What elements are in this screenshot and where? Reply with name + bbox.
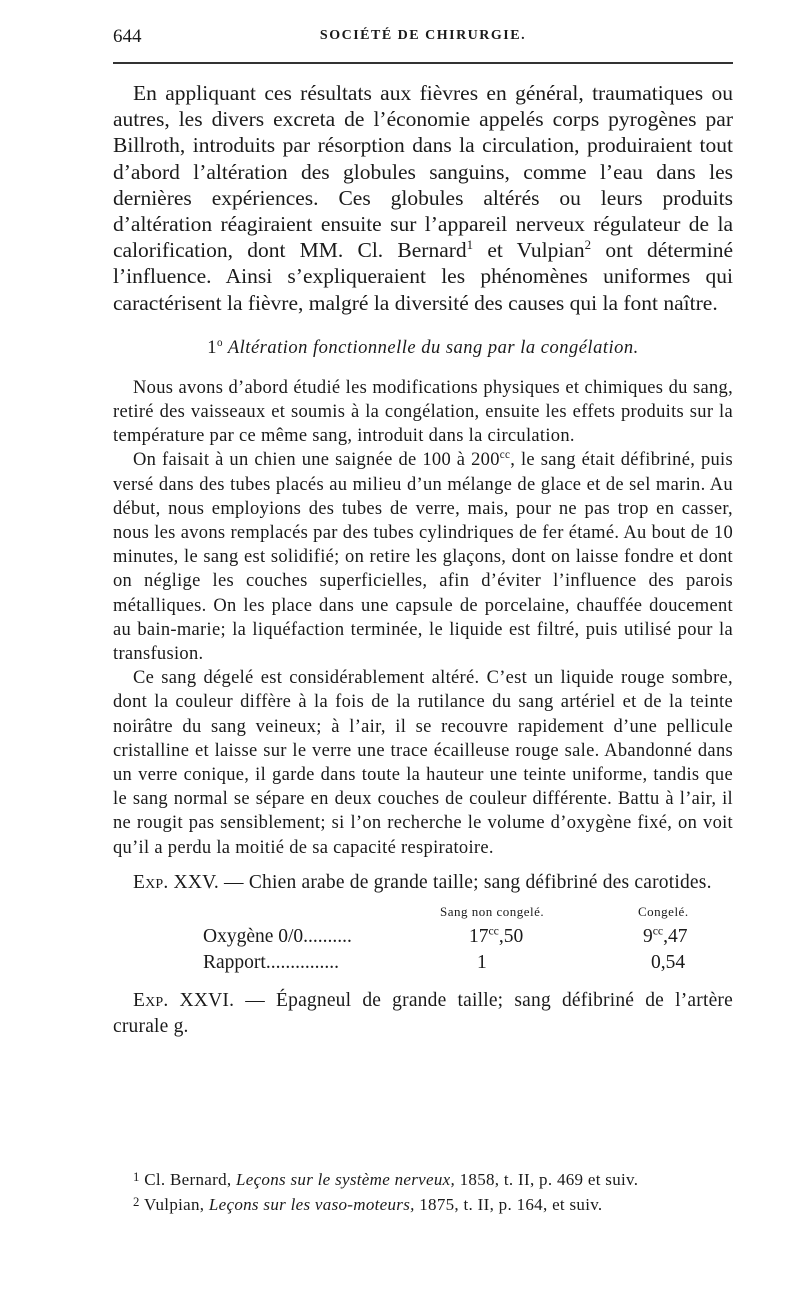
paragraph-method bbox=[113, 448, 733, 666]
experiment-26 bbox=[113, 988, 733, 1040]
section-number-suffix: o bbox=[217, 336, 224, 349]
cell-uncongealed: $17^{cc},50$ bbox=[469, 924, 524, 947]
footnote-work-title: Leçons sur le système nerveux, bbox=[235, 1169, 456, 1189]
footnote-ref-1: 1 bbox=[466, 238, 474, 253]
header-rule bbox=[113, 62, 733, 64]
experiment-25-text: — Chien arabe de grande taille; sang défibriné des carotides. bbox=[218, 871, 712, 893]
section-title: Altération fonctionnelle du sang par la congélation. bbox=[227, 337, 639, 358]
intro-paragraph bbox=[113, 80, 733, 316]
column-header-uncongealed: Sang non congelé. bbox=[440, 903, 545, 919]
method-text-1: On faisait à un chien une saignée de 100 à 200 bbox=[133, 450, 500, 471]
table-row bbox=[113, 926, 733, 950]
section-heading bbox=[113, 336, 733, 360]
column-header-congealed: Congelé. bbox=[638, 903, 689, 919]
page-body bbox=[113, 80, 733, 1040]
experiment-25 bbox=[113, 870, 733, 896]
footnote-number: 2 bbox=[133, 1194, 140, 1209]
running-title: SOCIÉTÉ DE CHIRURGIE. bbox=[319, 28, 527, 43]
footnotes bbox=[113, 1166, 733, 1216]
intro-text-2: et Vulpian bbox=[473, 238, 585, 263]
cell-uncongealed: 1 bbox=[477, 951, 487, 973]
method-unit: cc bbox=[499, 449, 511, 462]
intro-text-3: ont déterminé l’influence. Ainsi s’expliqueraient les phénomènes uniformes qui caractérisent la fièvre, malgré la diversité des causes qui la font naître. bbox=[113, 238, 734, 315]
cell-congealed: 0,54 bbox=[651, 951, 686, 973]
method-text-2: , le sang était défibriné, puis versé dans des tubes placés au milieu d’un mélange de glace et de sel marin. Au début, nous employions des tubes de verre, mais, pour ne pas trop en casser, nous les avons remplacés par des tubes cylindriques de fer étamé. Au bout de 10 minutes, le sang est solidifié; on retire les glaçons, dont on laisse fondre et dont on néglige les couches superficielles, afin d’éviter l’influence des parois métalliques. On les place dans une capsule de porcelaine, chauffée doucement au bain-marie; la liquéfaction terminée, le liquide est filtré, puis utilisé pour la transfusion. bbox=[113, 450, 733, 665]
footnote-work-title: Leçons sur les vaso-moteurs, bbox=[208, 1194, 415, 1214]
results-table bbox=[113, 900, 733, 986]
page-number: 644 bbox=[113, 26, 142, 47]
footnote-ref-2: 2 bbox=[584, 238, 592, 253]
experiment-25-label: Exp. XXV. bbox=[133, 871, 219, 893]
experiment-26-label: Exp. XXVI. bbox=[133, 989, 235, 1011]
paragraph-study: Nous avons d’abord étudié les modifications physiques et chimiques du sang, retiré des vaisseaux et soumis à la congélation, ensuite les effets produits sur la température par ce même sang, introduit dans la circulation. bbox=[113, 377, 733, 447]
section-number: 1 bbox=[207, 337, 218, 358]
table-row bbox=[113, 952, 733, 976]
intro-text-1: En appliquant ces résultats aux fièvres en général, traumatiques ou autres, les divers excreta de l’économie appelés corps pyrogènes par Billroth, introduits par résorption dans la circulation, produiraient tout d’abord l’altération des globules sanguins, comme l’eau dans les dernières expériences. Ces globules altérés ou leurs produits d’altération réagiraient ensuite sur l’appareil nerveux régulateur de la calorification, dont MM. Cl. Bernard bbox=[113, 81, 733, 263]
row-label: Rapport............... bbox=[203, 951, 339, 973]
experiment-26-text: — Épagneul de grande taille; sang défibriné de l’artère crurale g. bbox=[113, 989, 733, 1037]
paragraph-observations: Ce sang dégelé est considérablement altéré. C’est un liquide rouge sombre, dont la couleur diffère à la fois de la rutilance du sang artériel et de la teinte noirâtre du sang veineux; à l’air, il se recouvre rapidement d’une pellicule cristalline et laisse sur le verre une trace écailleuse rouge sale. Abandonné dans un verre conique, il garde dans toute la hauteur une teinte uniforme, tandis que le sang normal se sépare en deux couches de couleur différente. Battu à l’air, il ne rougit pas sensiblement; si l’on recherche le volume d’oxygène fixé, on voit qu’il a perdu la moitié de sa capacité respiratoire. bbox=[113, 668, 733, 858]
row-label: Oxygène 0/0.......... bbox=[203, 925, 352, 947]
footnote-number: 1 bbox=[133, 1170, 140, 1184]
footnote-1: $^1$ Cl. Bernard, Leçons sur le système nerveux, 1858, t. II, p. 469 et suiv. bbox=[133, 1169, 639, 1189]
running-header bbox=[113, 26, 733, 48]
cell-congealed: $9^{cc},47$ bbox=[643, 924, 688, 947]
footnote-2: $^2$ Vulpian, Leçons sur les vaso-moteurs, 1875, t. II, p. 164, et suiv. bbox=[133, 1194, 603, 1214]
